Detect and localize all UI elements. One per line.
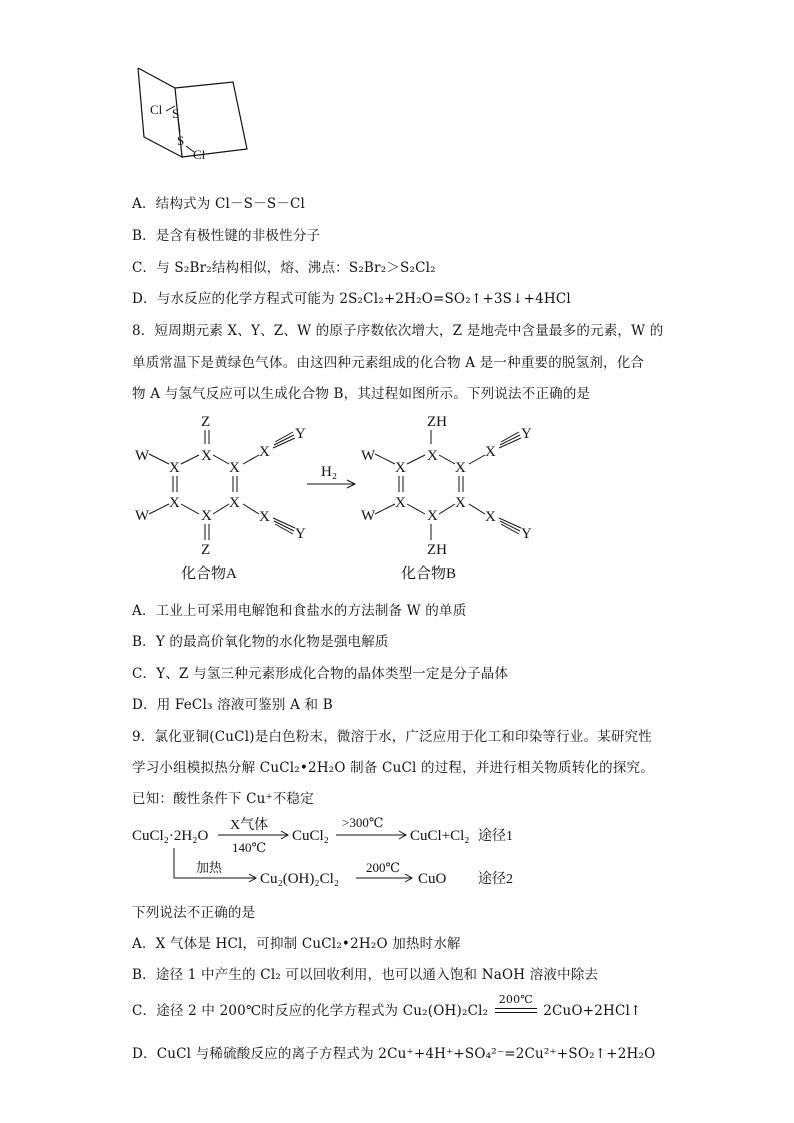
q9-stem-line: 9．氯化亚铜(CuCl)是白色粉末，微溶于水，广泛应用于化工和印染等行业。某研究性 (132, 729, 652, 745)
q9-prompt: 下列说法不正确的是 (132, 905, 256, 921)
scheme-bottom-cond2: 200℃ (366, 860, 401, 875)
q9-conversion-scheme (128, 810, 528, 892)
x-atom: X (259, 444, 270, 460)
q8-reaction-diagram (125, 408, 565, 586)
scheme-top-cond-above: X气体 (230, 818, 269, 833)
y-atom: Y (295, 426, 306, 442)
scheme-right-product: CuCl+Cl₂ (410, 828, 470, 844)
x-atom: X (427, 508, 438, 524)
y-atom: Y (295, 526, 306, 542)
x-atom: X (485, 444, 496, 460)
x-atom: X (169, 495, 180, 511)
q9-option-b: B．途径 1 中产生的 Cl₂ 可以回收利用，也可以通入饱和 NaOH 溶液中除去 (132, 967, 599, 983)
q9-option-c-post: 2CuO+2HCl↑ (543, 1003, 642, 1019)
z-atom: Z (201, 542, 211, 558)
q8-option-b: B．Y 的最高价氧化物的水化物是强电解质 (132, 634, 389, 650)
scheme-right-cond: >300℃ (342, 815, 384, 830)
z-atom: Z (201, 414, 211, 430)
compound-a-label: 化合物A (181, 566, 237, 582)
q7-option-a: A．结构式为 Cl－S－S－Cl (132, 196, 306, 212)
w-atom: W (135, 508, 150, 524)
q8-option-d: D．用 FeCl₃ 溶液可鉴别 A 和 B (132, 697, 333, 713)
scheme-route1: 途径1 (478, 829, 513, 844)
x-atom: X (395, 495, 406, 511)
q9-option-a: A．X 气体是 HCl，可抑制 CuCl₂•2H₂O 加热时水解 (132, 936, 461, 952)
q8-stem-line: 单质常温下是黄绿色气体。由这四种元素组成的化合物 A 是一种重要的脱氢剂，化合 (132, 355, 645, 371)
x-atom: X (259, 509, 270, 525)
y-atom: Y (521, 526, 532, 542)
scheme-bottom-product: CuO (418, 871, 447, 887)
scheme-route2: 途径2 (478, 872, 513, 887)
scheme-start: CuCl₂·2H₂O (132, 828, 209, 844)
x-atom: X (201, 508, 212, 524)
q9-option-c (132, 992, 642, 1019)
q8-option-c: C．Y、Z 与氢三种元素形成化合物的晶体类型一定是分子晶体 (132, 666, 509, 682)
q9-option-c-pre: C．途径 2 中 200℃时反应的化学方程式为 Cu₂(OH)₂Cl₂ (132, 1003, 489, 1019)
q8-stem-line: 8．短周期元素 X、Y、Z、W 的原子序数依次增大，Z 是地壳中含量最多的元素，W 的 (132, 323, 664, 339)
s2cl2-structure-diagram (128, 62, 258, 180)
compound-b-label: 化合物B (401, 566, 457, 582)
zh-group: ZH (427, 542, 447, 558)
x-atom: X (169, 460, 180, 476)
q8-stem-line: 物 A 与氢气反应可以生成化合物 B，其过程如图所示。下列说法不正确的是 (132, 386, 591, 402)
w-atom: W (135, 448, 150, 464)
q7-option-d: D．与水反应的化学方程式可能为 2S₂Cl₂+2H₂O=SO₂↑+3S↓+4HCl (132, 291, 571, 307)
scheme-mid: CuCl₂ (292, 828, 329, 844)
x-atom: X (201, 448, 212, 464)
s-atom-label: S (172, 106, 180, 121)
q9-stem-line: 学习小组模拟热分解 CuCl₂•2H₂O 制备 CuCl 的过程，并进行相关物质转化的探究。 (132, 760, 654, 776)
x-atom: X (229, 495, 240, 511)
scheme-top-cond-below: 140℃ (232, 840, 267, 855)
q9-option-d: D．CuCl 与稀硫酸反应的离子方程式为 2Cu⁺+4H⁺+SO₄²⁻=2Cu²⁺+SO₂↑+2H₂O (132, 1046, 656, 1062)
q7-option-b: B．是含有极性键的非极性分子 (132, 228, 321, 244)
x-atom: X (485, 509, 496, 525)
y-atom: Y (521, 426, 532, 442)
q7-option-c: C．与 S₂Br₂结构相似，熔、沸点：S₂Br₂＞S₂Cl₂ (132, 260, 436, 276)
h2-reagent: H₂ (321, 464, 338, 480)
cl-atom-label: Cl (193, 147, 206, 162)
x-atom: X (395, 460, 406, 476)
w-atom: W (361, 448, 376, 464)
q9-option-c-condition: 200℃ (493, 1005, 539, 1019)
x-atom: X (455, 495, 466, 511)
x-atom: X (229, 460, 240, 476)
scheme-bottom-mid: Cu₂(OH)₂Cl₂ (260, 871, 340, 887)
cl-atom-label: Cl (150, 102, 163, 117)
x-atom: X (455, 460, 466, 476)
q8-option-a: A．工业上可采用电解饱和食盐水的方法制备 W 的单质 (132, 603, 467, 619)
zh-group: ZH (427, 414, 447, 430)
x-atom: X (427, 448, 438, 464)
scheme-bottom-cond: 加热 (196, 860, 223, 875)
q9-known: 已知：酸性条件下 Cu⁺不稳定 (132, 791, 314, 807)
w-atom: W (361, 508, 376, 524)
s-atom-label: S (177, 133, 185, 148)
